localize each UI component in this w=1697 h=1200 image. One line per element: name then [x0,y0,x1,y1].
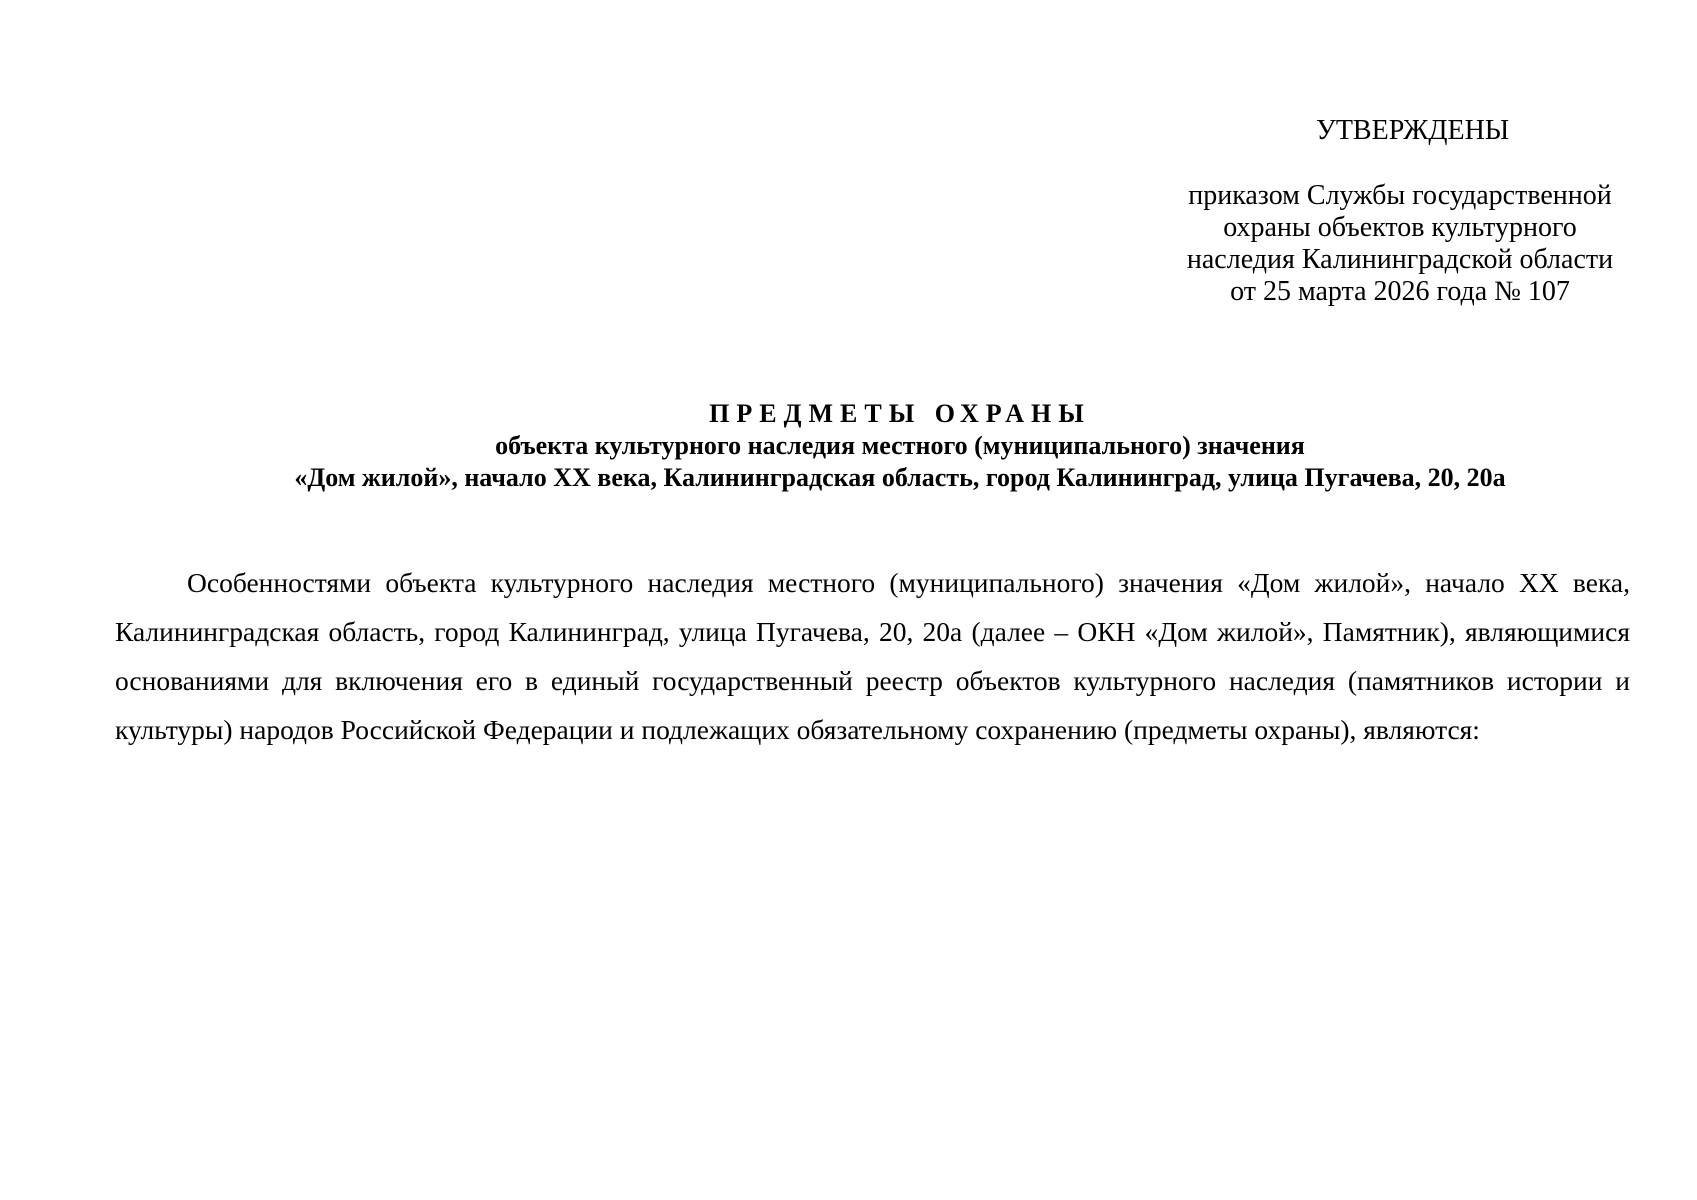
heading-subtitle: объекта культурного наследия местного (муниципального) значения [495,431,1305,460]
document-heading [100,398,1697,494]
approval-order-date: от 25 марта 2026 года № 107 [1230,276,1570,307]
approval-order-line: наследия Калининградской области [1186,244,1614,275]
heading-title: ПРЕДМЕТЫ ОХРАНЫ [709,399,1091,428]
approval-order-block [1170,180,1630,308]
body-paragraph: Особенностями объекта культурного наследия местного (муниципального) значения «Дом жилой», начало XX века, Калининградская область, город Калининград, улица Пугачева, 20, 20а (далее – ОКН «Дом жилой», Памятник), являющимися основаниями для включения его в единый государственный реестр объектов культурного наследия (памятников истории и культуры) народов Российской Федерации и подлежащих обязательному сохранению (предметы охраны), являются: [115,567,1630,745]
approval-order-line: охраны объектов культурного [1223,212,1577,243]
approval-title: УТВЕРЖДЕНЫ [1316,115,1510,146]
heading-object-name: «Дом жилой», начало XX века, Калининградская область, город Калининград, улица Пугачева, 20, 20а [294,463,1506,492]
approval-order-line: приказом Службы государственной [1188,180,1612,211]
